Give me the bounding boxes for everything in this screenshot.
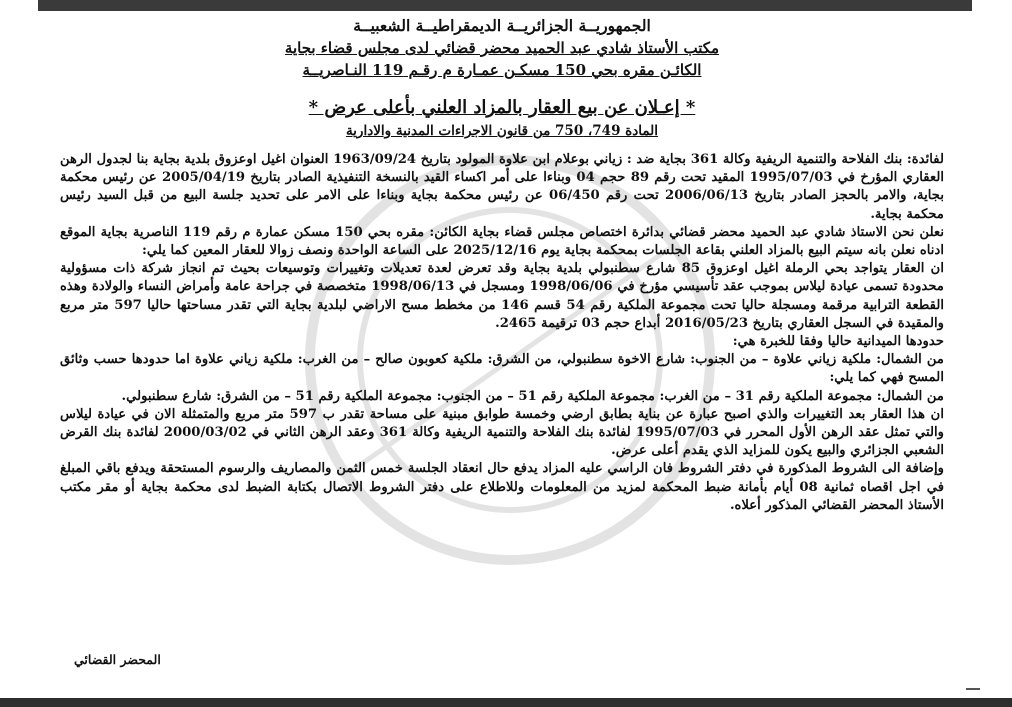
paragraph-payment-terms: وإضافة الى الشروط المذكورة في دفتر الشروط فان الراسي عليه المزاد يدفع حال انعقاد الجلسة خمس الثمن والمصاريف والرسوم المستحقة ويدفع باقي المبلغ في اجل اقصاه ثمانية 08 أيام بأمانة ضبط المحكمة لمزيد من المعلومات وللاطلاع على دفتر الشروط الاتصال بكتابة الضبط لدى محكمة بجاية أو مقر مكتب الأستاذ المحضر القضائي المذكور أعلاه. xyxy=(60,461,944,513)
paragraph-field-boundaries: من الشمال: ملكية زياني علاوة – من الجنوب: شارع الاخوة سطنبولي، من الشرق: ملكية كعوبون صالح – من الغرب: ملكية زياني علاوة اما حدودها حسب وثائق المسح فهي كما يلي: xyxy=(60,352,944,386)
address-header: الكائـن مقره بحي 150 مسكـن عمـارة م رقـم 119 النـاصريــة xyxy=(302,61,702,79)
announcement-title: * إعـلان عن بيع العقار بالمزاد العلني بأعلى عرض * xyxy=(308,97,696,118)
announcement-document xyxy=(60,14,944,515)
republic-header: الجمهوريــة الجزائريــة الديمقراطيــة الشعبيــة xyxy=(353,16,651,35)
paragraph-creditor: لفائدة: بنك الفلاحة والتنمية الريفية وكالة 361 بجاية ضد : زياني بوعلام ابن علاوة المولود بتاريخ 1963/09/24 العنوان اغيل اوعزوق بلدية بجاية بنا لجدول الرهن العقاري المؤرخ في 1995/07/03 المقيد تحت رقم 89 حجم 04 وبناءا على أمر اكساء القيد بالنسخة التنفيذية الصادر بتاريخ 2005/04/19 عن رئيس محكمة بجاية، والامر بالحجز الصادر بتاريخ 2006/06/13 تحت رقم 06/450 عن رئيس محكمة بجاية وبناءا على الامر على تحديد جلسة البيع من قبل السيد رئيس محكمة بجاية. xyxy=(60,152,944,222)
office-header: مكتب الأستاذ شادي عبد الحميد محضر قضائي لدى مجلس قضاء بجاية xyxy=(284,39,720,57)
legal-articles: المادة 749، 750 من قانون الاجراءات المدنية والادارية xyxy=(345,123,659,139)
paragraph-boundaries-heading: حدودها الميدانية حاليا وفقا للخبرة هي: xyxy=(732,334,944,350)
paragraph-cadastral-boundaries: من الشمال: مجموعة الملكية رقم 31 – من الغرب: مجموعة الملكية رقم 51 – من الجنوب: مجموعة الملكية رقم 51 – من الشرق: شارع سطنبولي. xyxy=(121,388,944,404)
scan-top-border xyxy=(38,0,972,11)
paragraph-sale-notice: نعلن نحن الاستاذ شادي عبد الحميد محضر قضائي بدائرة اختصاص مجلس قضاء بجاية الكائن: مقره بحي 150 مسكن عمارة م رقم 119 الناصرية بجاية الموقع ادناه نعلن بانه سيتم البيع بالمزاد العلني بقاعة الجلسات بمحكمة بجاية يوم 2025/12/16 على الساعة الواحدة ونصف زوالا للعقار المعين كما يلي: xyxy=(60,224,944,259)
scan-bottom-border xyxy=(0,698,1012,707)
bailiff-signature: المحضر القضائي xyxy=(74,652,161,667)
paragraph-property-description: ان العقار يتواجد بحي الرملة اغيل اوعزوق 85 شارع سطنبولي بلدية بجاية وقد تعرض لعدة تعديلات وتغييرات وتوسيعات بحيث تم انجاز شركة ذات مسؤولية محدودة تسمى عيادة ليلاس بموجب عقد تأسيسي مؤرخ في 1998/06/06 ومسجل في 1998/06/13 متخصصة في جراحة عامة وأمراض النساء والولادة وهذه القطعة الترابية مرقمة ومسجلة حاليا تحت مجموعة الملكية رقم 54 قسم 146 من مخطط مسح الاراضي لبلدية بجاية التي تقدر مساحتها حاليا 597 متر مربع والمقيدة في السجل العقاري بتاريخ 2016/05/23 أبداع حجم 03 ترقيمة 2465. xyxy=(60,261,945,331)
scan-corner-mark xyxy=(966,688,980,698)
paragraph-building-status: ان هذا العقار بعد التغييرات والذي اصبح عبارة عن بناية بطابق ارضي وخمسة طوابق مبنية على مساحة تقدر ب 597 متر مربع والمتمثلة الان في عيادة ليلاس والتي تمثل عقد الرهن الأول المحرر في 1995/07/03 لفائدة بنك الفلاحة والتنمية الريفية وكالة 361 وعقد الرهن الثاني في 2000/03/02 لفائدة بنك القرض الشعبي الجزائري والبيع يكون للمزايد الذي يقدم أعلى عرض. xyxy=(60,406,945,459)
